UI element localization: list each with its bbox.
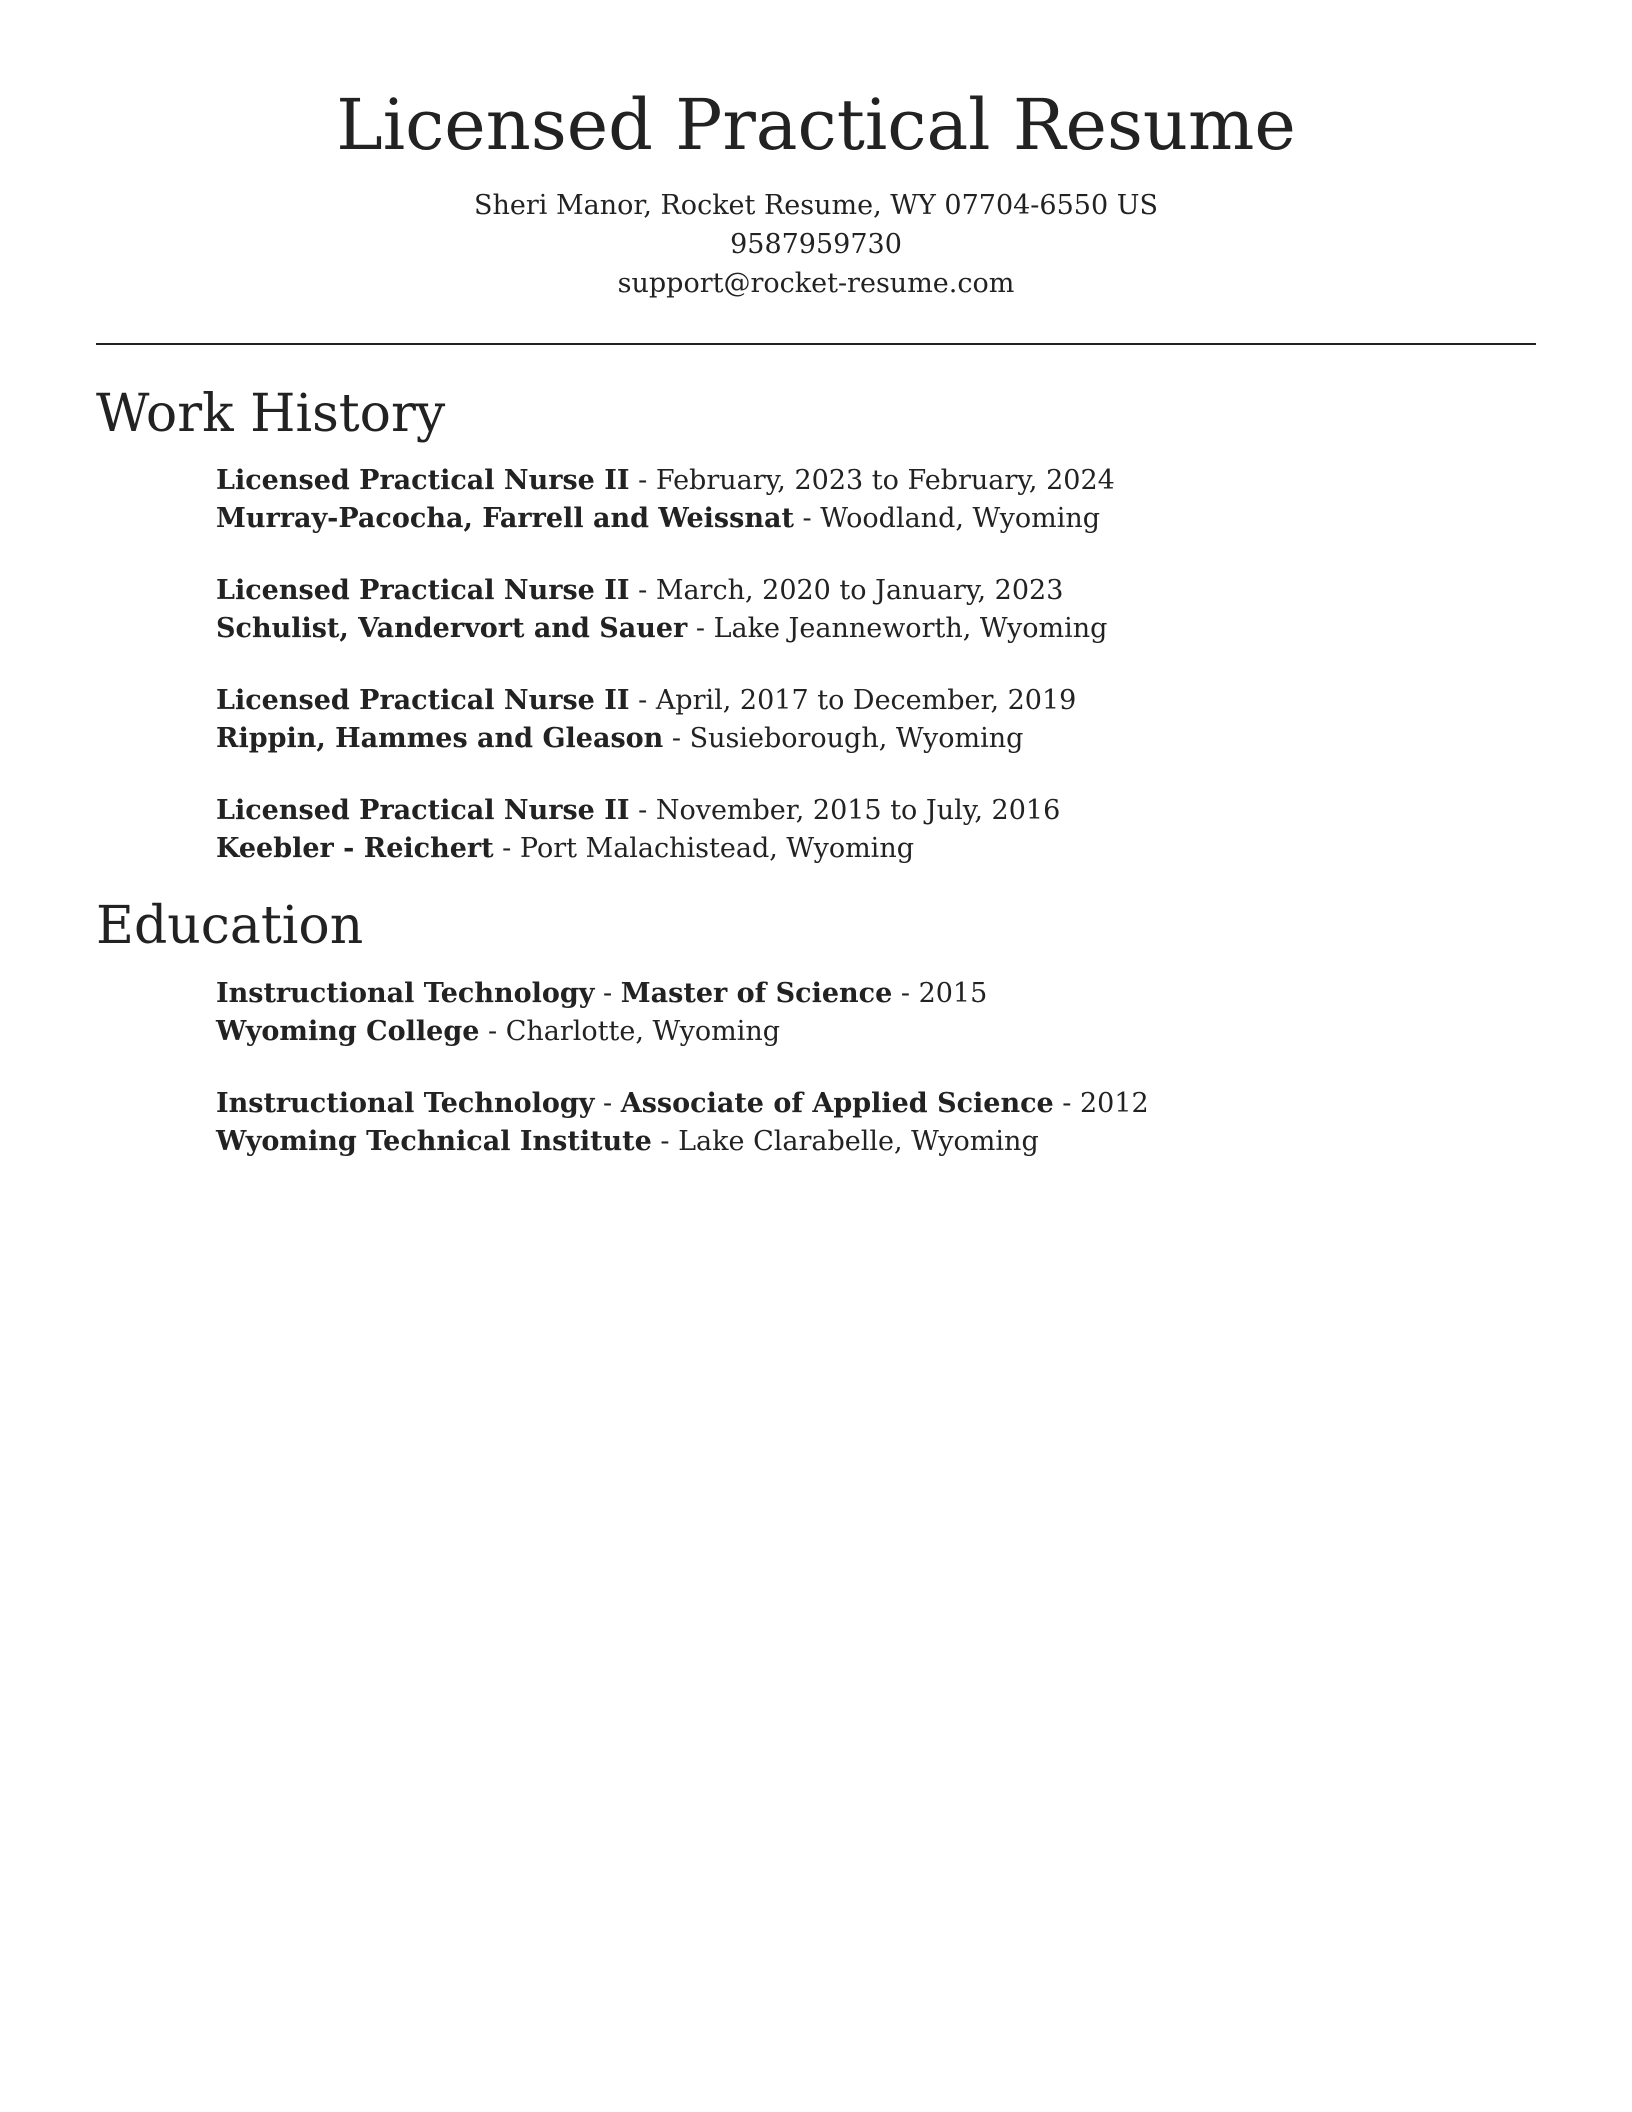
- contact-phone: 9587959730: [730, 229, 902, 260]
- employer-name: Rippin, Hammes and Gleason: [216, 723, 664, 754]
- separator: -: [594, 1088, 621, 1119]
- separator: -: [1053, 1088, 1080, 1119]
- work-entry-title-line: [216, 682, 1516, 720]
- separator: -: [629, 465, 656, 496]
- school-location: Lake Clarabelle, Wyoming: [678, 1126, 1039, 1157]
- school-name: Wyoming College: [216, 1016, 480, 1047]
- education-entry: [216, 1085, 1516, 1161]
- job-title: Licensed Practical Nurse II: [216, 465, 630, 496]
- job-dates: February, 2023 to February, 2024: [655, 465, 1115, 496]
- work-history-heading: Work History: [96, 384, 446, 444]
- education-entry-school-line: [216, 1013, 1516, 1051]
- work-entry-title-line: [216, 572, 1516, 610]
- work-entry-employer-line: [216, 830, 1516, 868]
- separator: -: [594, 978, 621, 1009]
- school-location: Charlotte, Wyoming: [505, 1016, 781, 1047]
- work-history-list: [216, 462, 1516, 902]
- degree-name: Master of Science: [620, 978, 893, 1009]
- school-name: Wyoming Technical Institute: [216, 1126, 652, 1157]
- education-entry: [216, 975, 1516, 1051]
- education-heading: Education: [96, 896, 364, 956]
- separator: -: [493, 833, 520, 864]
- graduation-year: 2012: [1080, 1088, 1149, 1119]
- separator: -: [793, 503, 821, 534]
- employer-name: Murray-Pacocha, Farrell and Weissnat: [216, 503, 794, 534]
- separator: -: [629, 685, 656, 716]
- graduation-year: 2015: [918, 978, 988, 1009]
- resume-header: [0, 80, 1632, 303]
- contact-email: support@rocket-resume.com: [617, 268, 1015, 299]
- header-divider: [96, 343, 1536, 345]
- job-location: Lake Jeanneworth, Wyoming: [713, 613, 1108, 644]
- work-entry-employer-line: [216, 500, 1516, 538]
- employer-name: Keebler - Reichert: [216, 833, 494, 864]
- job-location: Susieborough, Wyoming: [689, 723, 1024, 754]
- work-entry: [216, 682, 1516, 758]
- contact-address: Sheri Manor, Rocket Resume, WY 07704-6550 US: [474, 190, 1158, 221]
- separator: -: [892, 978, 919, 1009]
- job-title: Licensed Practical Nurse II: [216, 795, 630, 826]
- resume-title: Licensed Practical Resume: [336, 84, 1296, 166]
- job-location: Woodland, Wyoming: [820, 503, 1101, 534]
- work-entry-title-line: [216, 462, 1516, 500]
- field-of-study: Instructional Technology: [216, 978, 595, 1009]
- job-title: Licensed Practical Nurse II: [216, 575, 630, 606]
- contact-block: [0, 186, 1632, 303]
- education-entry-degree-line: [216, 1085, 1516, 1123]
- work-entry-employer-line: [216, 610, 1516, 648]
- job-dates: November, 2015 to July, 2016: [655, 795, 1061, 826]
- field-of-study: Instructional Technology: [216, 1088, 595, 1119]
- job-title: Licensed Practical Nurse II: [216, 685, 630, 716]
- separator: -: [629, 795, 656, 826]
- education-entry-degree-line: [216, 975, 1516, 1013]
- work-entry: [216, 572, 1516, 648]
- employer-name: Schulist, Vandervort and Sauer: [216, 613, 688, 644]
- job-dates: April, 2017 to December, 2019: [655, 685, 1077, 716]
- work-entry: [216, 792, 1516, 868]
- work-entry-title-line: [216, 792, 1516, 830]
- separator: -: [651, 1126, 679, 1157]
- work-entry: [216, 462, 1516, 538]
- separator: -: [663, 723, 690, 754]
- education-entry-school-line: [216, 1123, 1516, 1161]
- job-dates: March, 2020 to January, 2023: [655, 575, 1064, 606]
- degree-name: Associate of Applied Science: [620, 1088, 1054, 1119]
- separator: -: [629, 575, 656, 606]
- separator: -: [479, 1016, 506, 1047]
- separator: -: [687, 613, 714, 644]
- job-location: Port Malachistead, Wyoming: [519, 833, 914, 864]
- education-list: [216, 975, 1516, 1195]
- work-entry-employer-line: [216, 720, 1516, 758]
